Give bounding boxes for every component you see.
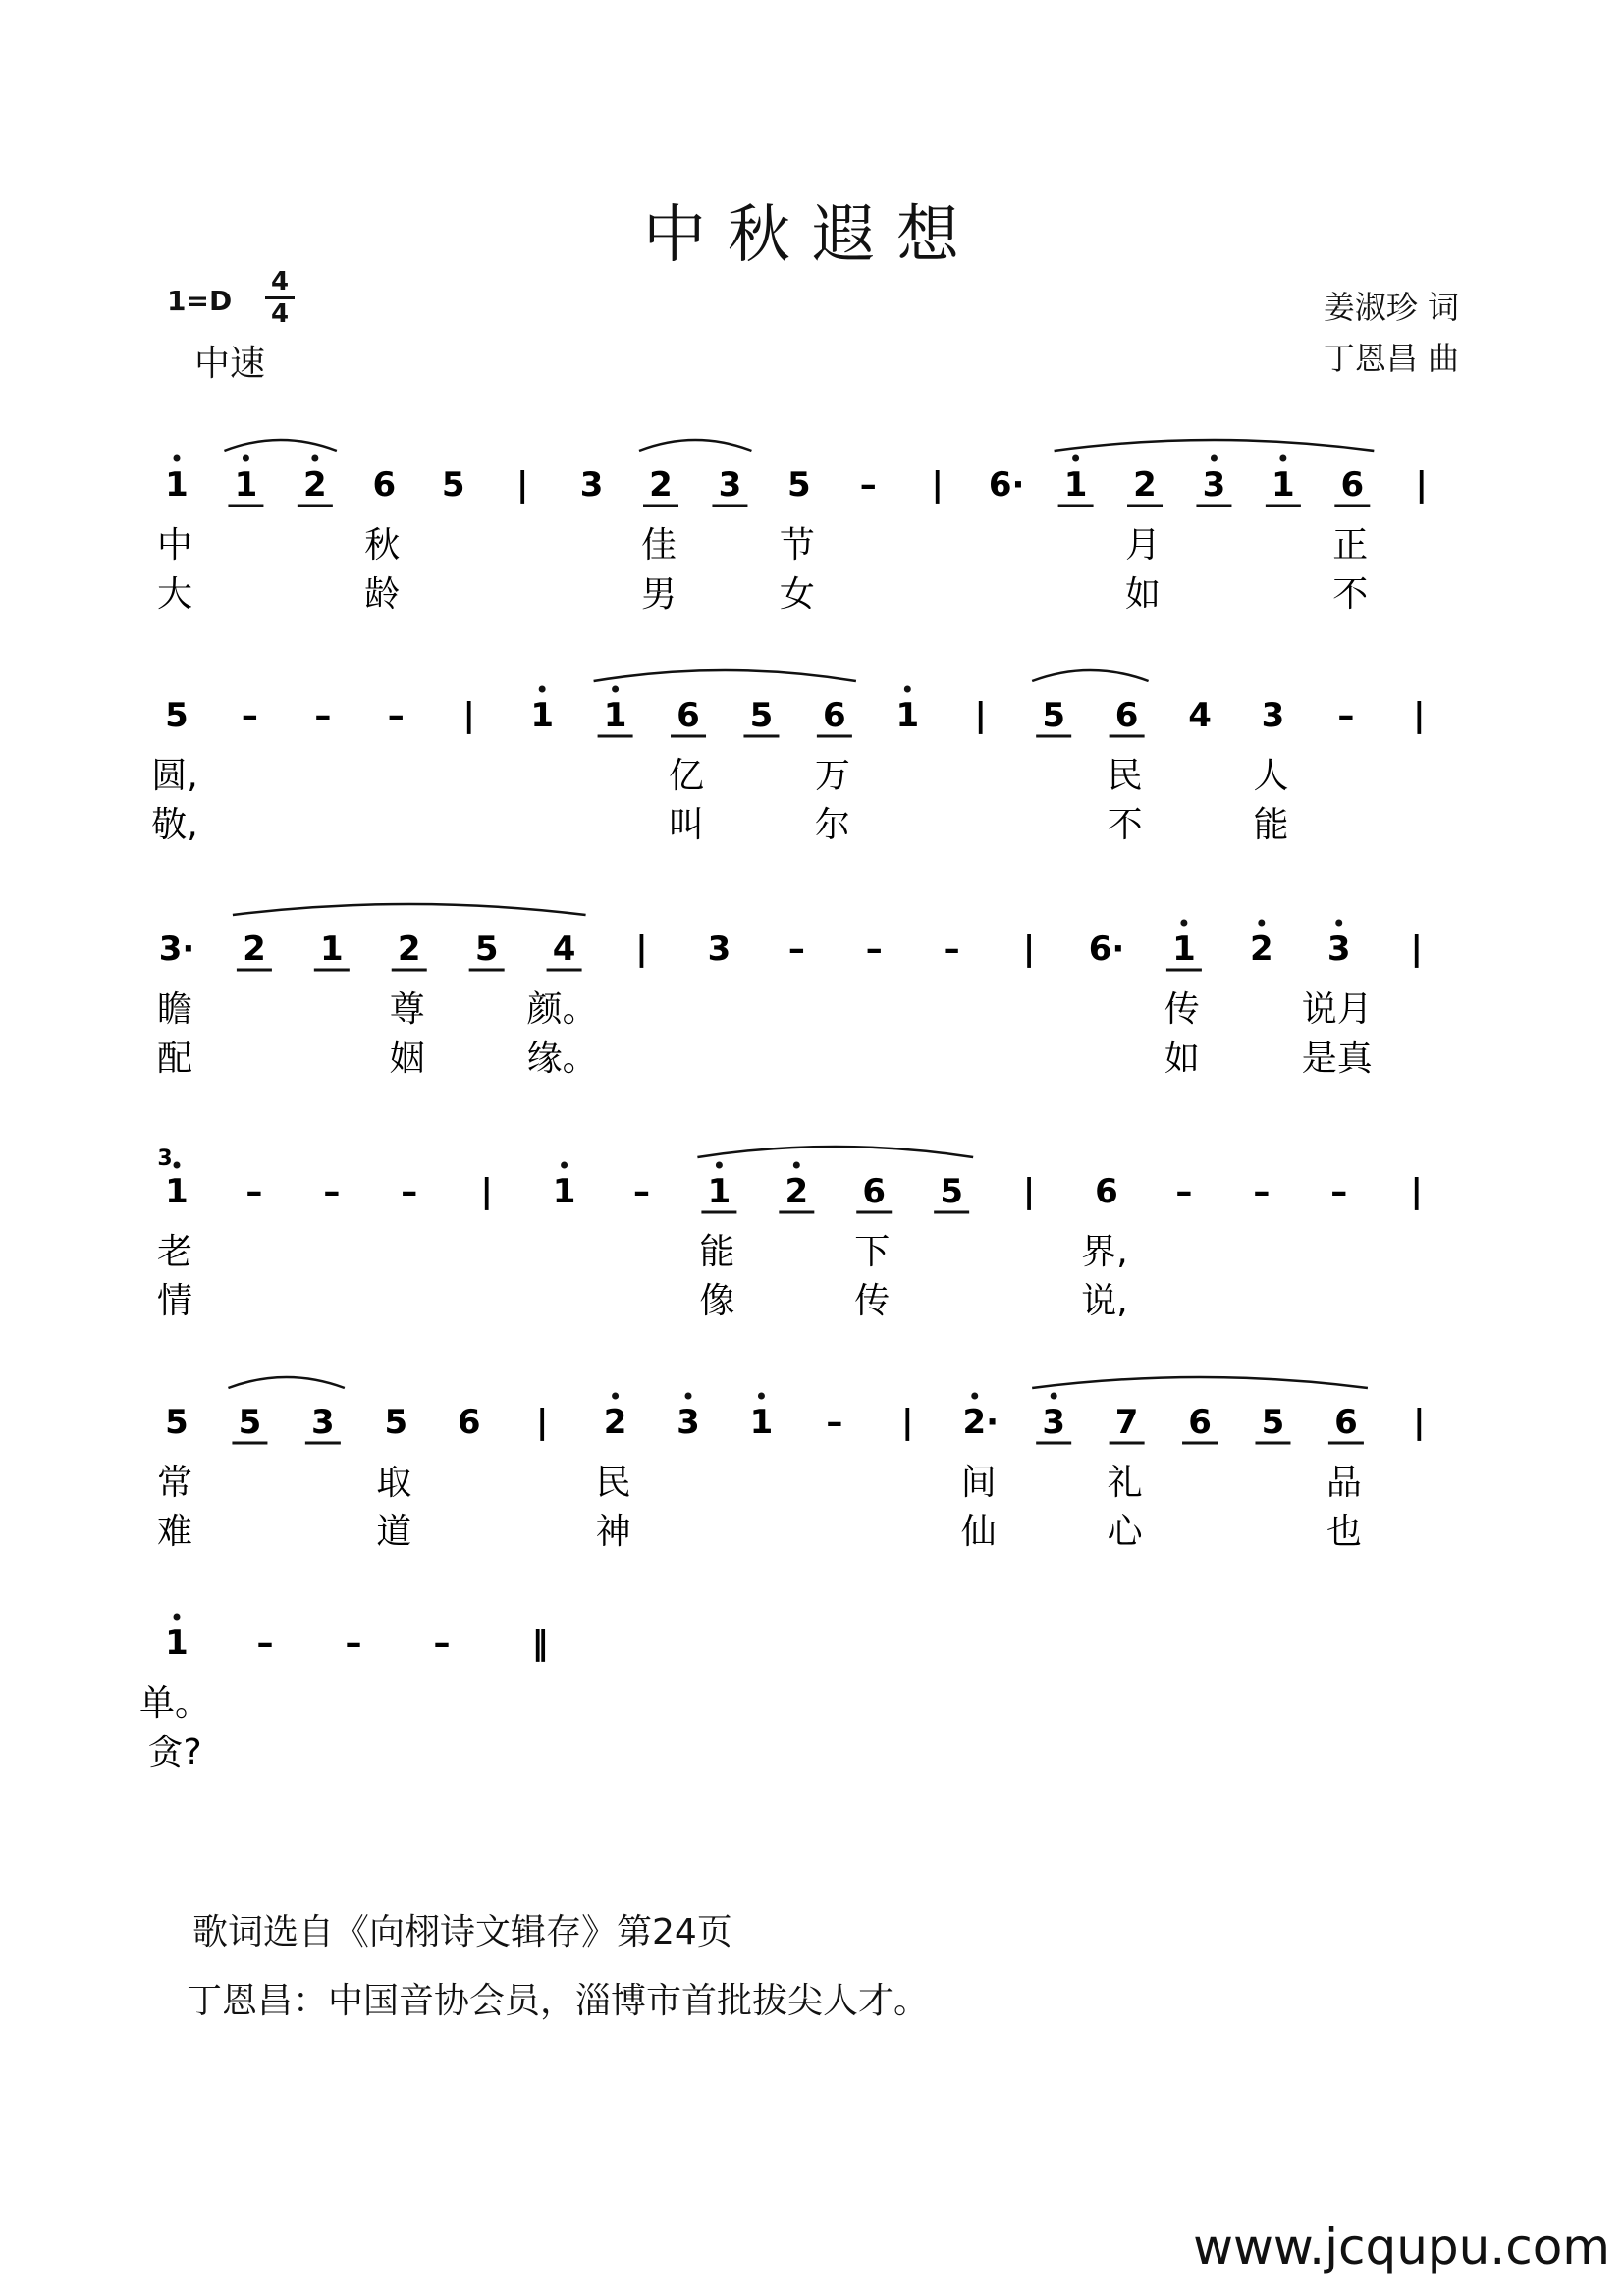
score-note: –	[826, 1403, 843, 1442]
score-note: 2	[603, 1403, 627, 1442]
score-note: 3	[579, 465, 604, 505]
lyric-syllable: 间	[960, 1463, 997, 1503]
lyric-syllable: 也	[1326, 1512, 1362, 1552]
score-note: 1	[1063, 465, 1088, 505]
lyric-syllable: 圆,	[151, 756, 198, 796]
octave-dot	[716, 1162, 723, 1169]
lyric-syllable: 万	[814, 756, 850, 796]
octave-dot	[1279, 455, 1286, 462]
score-note: 1	[165, 1624, 189, 1663]
score-note: –	[387, 696, 405, 735]
score-note: 1	[319, 930, 344, 969]
score-note: 3	[1202, 465, 1226, 505]
score-note: 2	[397, 930, 421, 969]
lyric-syllable: 尔	[814, 805, 850, 845]
score-note: –	[1330, 1172, 1348, 1211]
lyric-syllable: 缘。	[526, 1039, 598, 1079]
lyric-syllable: 配	[156, 1039, 193, 1079]
lyric-syllable: 仙	[960, 1512, 997, 1552]
tempo-marking: 中速	[194, 344, 266, 384]
score-note: 6	[372, 465, 397, 505]
score-note: 6·	[988, 465, 1025, 505]
lyric-syllable: 尊	[389, 989, 425, 1030]
slur-arc	[224, 440, 336, 451]
score-note: 1	[552, 1172, 576, 1211]
score-note: 2·	[962, 1403, 1000, 1442]
score-note: –	[859, 465, 877, 505]
score-note: 4	[1188, 696, 1212, 735]
octave-dot	[793, 1162, 800, 1169]
lyric-syllable: 是真	[1301, 1039, 1373, 1079]
lyric-syllable: 月	[1125, 525, 1162, 565]
slur-arc	[1032, 1377, 1368, 1388]
lyric-syllable: 中	[156, 525, 193, 565]
bar-line: |	[1410, 930, 1423, 969]
time-signature-denominator: 4	[270, 299, 290, 329]
octave-dot	[685, 1393, 692, 1400]
lyric-syllable: 节	[779, 525, 815, 565]
score-note: 1	[1272, 465, 1295, 505]
score-note: 5	[238, 1403, 262, 1442]
lyric-syllable: 佳	[641, 525, 677, 565]
lyric-syllable: 传	[854, 1281, 891, 1321]
slur-arc	[233, 904, 586, 915]
score-note: –	[323, 1172, 341, 1211]
score-note: 1	[234, 465, 258, 505]
octave-dot	[758, 1393, 765, 1400]
score-note: 1	[1172, 930, 1196, 969]
bar-line: |	[635, 930, 648, 969]
slur-arc	[639, 440, 751, 451]
score-note: 1	[895, 696, 920, 735]
score-note: 7	[1114, 1403, 1139, 1442]
score-note: 6	[1095, 1172, 1118, 1211]
score-note: 5	[165, 696, 189, 735]
score-note: 6	[1114, 696, 1139, 735]
lyric-syllable: 不	[1107, 805, 1143, 845]
bar-line: |	[1410, 1172, 1423, 1211]
lyric-syllable: 男	[641, 574, 677, 614]
score-note: 6	[1340, 465, 1365, 505]
octave-dot	[612, 1393, 619, 1400]
score-note: –	[632, 1172, 650, 1211]
score-note: 5	[940, 1172, 963, 1211]
slur-arc	[594, 670, 856, 681]
score-note: 5	[165, 1403, 189, 1442]
score-note: 3	[718, 465, 742, 505]
score-note: 5	[749, 696, 774, 735]
bar-line: |	[1413, 696, 1426, 735]
score-note: 5	[1042, 696, 1066, 735]
score-note: –	[433, 1624, 451, 1663]
score-note: 3	[677, 1403, 700, 1442]
octave-dot	[1072, 455, 1079, 462]
source-footnote: 歌词选自《向栩诗文辑存》第24页	[192, 1912, 732, 1952]
lyric-syllable: 民	[1107, 756, 1143, 796]
score-note: –	[943, 930, 960, 969]
bar-line: |	[462, 696, 475, 735]
song-title: 中秋遐想	[643, 199, 981, 272]
lyric-syllable: 大	[156, 574, 193, 614]
key-signature: 1=D	[167, 285, 233, 317]
octave-dot	[174, 1162, 181, 1169]
score-note: 3	[1326, 930, 1351, 969]
lyric-syllable: 人	[1253, 756, 1289, 796]
grace-note: 3	[157, 1147, 173, 1171]
slur-arc	[1055, 440, 1375, 451]
lyric-syllable: 贪?	[147, 1733, 202, 1773]
lyric-syllable: 难	[156, 1512, 193, 1552]
score-note: 1	[707, 1172, 731, 1211]
score-note: 6	[1334, 1403, 1358, 1442]
octave-dot	[174, 455, 181, 462]
lyric-syllable: 能	[699, 1232, 735, 1272]
time-signature-numerator: 4	[265, 267, 295, 299]
slur-arc	[228, 1377, 344, 1388]
score-note: 3	[707, 930, 731, 969]
octave-dot	[1180, 920, 1187, 927]
score-note: 6	[457, 1403, 481, 1442]
lyric-syllable: 情	[156, 1281, 193, 1321]
score-note: 5	[441, 465, 465, 505]
octave-dot	[1258, 920, 1265, 927]
score-note: –	[314, 696, 332, 735]
score-note: 2	[303, 465, 327, 505]
score-note: 1	[165, 465, 189, 505]
octave-dot	[539, 686, 546, 693]
score-note: 4	[552, 930, 576, 969]
lyric-syllable: 礼	[1107, 1463, 1143, 1503]
score-note: 2	[1133, 465, 1157, 505]
score-note: 6·	[1088, 930, 1125, 969]
slur-arc	[697, 1147, 973, 1157]
score-note: 3	[1261, 696, 1285, 735]
score-note: –	[865, 930, 883, 969]
octave-dot	[561, 1162, 568, 1169]
slur-arc	[1032, 670, 1148, 681]
score-note: 2	[243, 930, 266, 969]
lyricist-credit: 姜淑珍 词	[1323, 289, 1459, 326]
lyric-syllable: 道	[376, 1512, 412, 1552]
composer-footnote: 丁恩昌：中国音协会员，淄博市首批拔尖人才。	[187, 1981, 930, 2021]
score-note: 5	[384, 1403, 408, 1442]
score-note: 6	[677, 696, 700, 735]
lyric-syllable: 传	[1164, 989, 1200, 1030]
lyric-syllable: 敬,	[151, 805, 198, 845]
score-note: –	[345, 1624, 362, 1663]
score-note: 1	[165, 1172, 189, 1211]
lyric-syllable: 心	[1107, 1512, 1143, 1552]
octave-dot	[1335, 920, 1342, 927]
score-note: 6	[1188, 1403, 1212, 1442]
bar-line: |	[1415, 465, 1428, 505]
score-note: 1	[603, 696, 627, 735]
lyric-syllable: 常	[156, 1463, 193, 1503]
score-note: 2	[649, 465, 673, 505]
lyric-syllable: 民	[595, 1463, 631, 1503]
lyric-syllable: 下	[854, 1232, 891, 1272]
lyric-syllable: 品	[1326, 1463, 1362, 1503]
lyric-syllable: 说,	[1081, 1281, 1128, 1321]
lyric-syllable: 单。	[138, 1683, 211, 1724]
bar-line: |	[1022, 1172, 1036, 1211]
score-note: 5	[787, 465, 811, 505]
score-note: –	[787, 930, 805, 969]
lyric-syllable: 像	[699, 1281, 735, 1321]
lyric-syllable: 不	[1332, 574, 1369, 614]
octave-dot	[904, 686, 911, 693]
score-note: 5	[474, 930, 499, 969]
score-note: –	[401, 1172, 418, 1211]
octave-dot	[1211, 455, 1218, 462]
bar-line: |	[515, 465, 529, 505]
lyric-syllable: 正	[1332, 525, 1369, 565]
composer-credit: 丁恩昌 曲	[1323, 340, 1459, 377]
bar-line: ‖	[531, 1624, 549, 1663]
website-watermark: www.jcqupu.com	[1193, 2218, 1610, 2275]
bar-line: |	[974, 696, 987, 735]
lyric-syllable: 如	[1164, 1039, 1200, 1079]
score-note: 3·	[158, 930, 195, 969]
score-note: 1	[530, 696, 554, 735]
octave-dot	[1051, 1393, 1057, 1400]
score-note: 6	[862, 1172, 887, 1211]
octave-dot	[311, 455, 318, 462]
lyric-syllable: 取	[376, 1463, 412, 1503]
lyric-syllable: 秋	[364, 525, 401, 565]
lyric-syllable: 老	[156, 1232, 193, 1272]
bar-line: |	[480, 1172, 493, 1211]
bar-line: |	[1413, 1403, 1426, 1442]
octave-dot	[174, 1614, 181, 1621]
lyric-syllable: 如	[1125, 574, 1162, 614]
score-note: –	[1253, 1172, 1271, 1211]
lyric-syllable: 颜。	[526, 989, 598, 1030]
score-note: –	[1337, 696, 1355, 735]
lyric-syllable: 界,	[1081, 1232, 1128, 1272]
lyric-syllable: 龄	[364, 574, 401, 614]
octave-dot	[243, 455, 249, 462]
score-note: 2	[1249, 930, 1273, 969]
bar-line: |	[535, 1403, 549, 1442]
score-note: 5	[1261, 1403, 1285, 1442]
lyric-syllable: 亿	[669, 756, 705, 796]
score-note: 2	[785, 1172, 809, 1211]
score-note: 3	[311, 1403, 335, 1442]
score-note: –	[256, 1624, 274, 1663]
lyric-syllable: 瞻	[156, 989, 193, 1030]
lyric-syllable: 神	[595, 1512, 631, 1552]
lyric-syllable: 说月	[1301, 989, 1373, 1030]
bar-line: |	[901, 1403, 914, 1442]
bar-line: |	[1022, 930, 1036, 969]
score-note: –	[245, 1172, 263, 1211]
lyric-syllable: 叫	[669, 805, 705, 845]
lyric-syllable: 女	[779, 574, 815, 614]
lyric-syllable: 能	[1253, 805, 1289, 845]
lyric-syllable: 姻	[389, 1039, 425, 1079]
bar-line: |	[931, 465, 944, 505]
score-note: 1	[749, 1403, 774, 1442]
score-note: 3	[1042, 1403, 1066, 1442]
score-note: –	[241, 696, 258, 735]
octave-dot	[612, 686, 619, 693]
score-note: –	[1175, 1172, 1193, 1211]
score-note: 6	[823, 696, 846, 735]
octave-dot	[971, 1393, 978, 1400]
